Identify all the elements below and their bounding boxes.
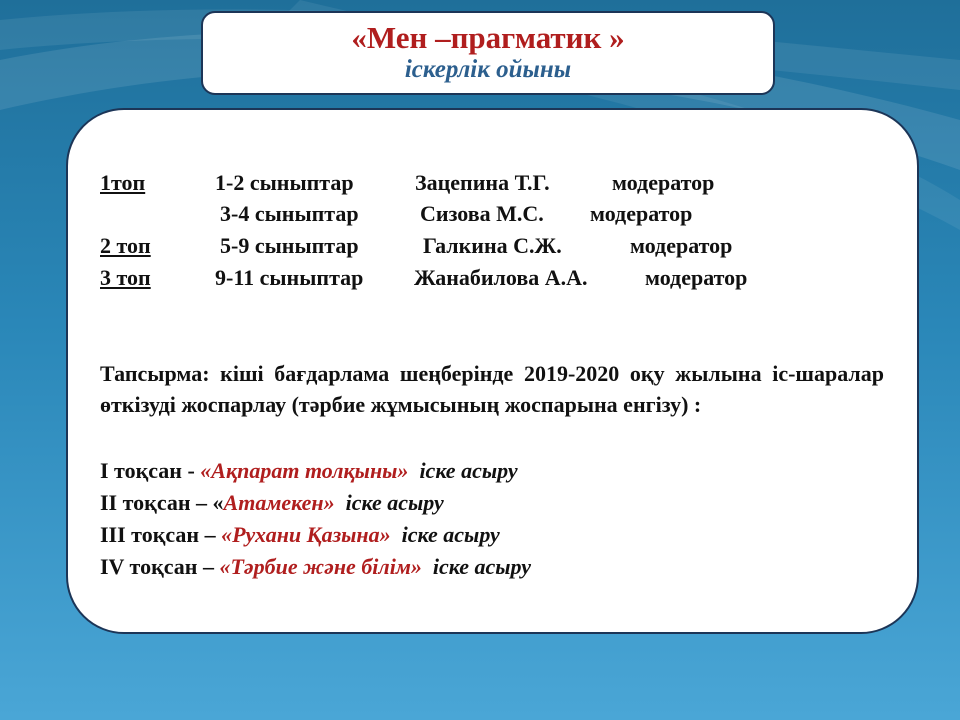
- quarter-action: іске асыру: [432, 554, 532, 579]
- group-classes: 5-9 сыныптар: [220, 233, 359, 258]
- quarter-action: іске асыру: [345, 490, 444, 515]
- group-role: модератор: [612, 170, 715, 195]
- group-classes: 3-4 сыныптар: [220, 201, 359, 226]
- quarter-name: «Тәрбие және білім»: [219, 554, 422, 579]
- title-box: [201, 11, 775, 95]
- group-classes: 1-2 сыныптар: [215, 170, 354, 195]
- quarter-row: [100, 553, 531, 581]
- group-role: модератор: [645, 265, 748, 290]
- quarter-action: іске асыру: [401, 522, 500, 547]
- group-person: Жанабилова А.А.: [414, 265, 588, 290]
- quarter-label: IV тоқсан –: [100, 554, 220, 579]
- quarter-row: [100, 489, 444, 517]
- quarter-name: «Рухани Қазына»: [221, 522, 391, 547]
- group-role: модератор: [630, 233, 733, 258]
- page-subtitle: іскерлік ойыны: [404, 56, 572, 83]
- group-person: Сизова М.С.: [420, 201, 544, 226]
- quarter-row: [100, 521, 500, 549]
- group-person: Галкина С.Ж.: [423, 233, 562, 258]
- group-label: 2 топ: [100, 233, 151, 258]
- group-person: Зацепина Т.Г.: [415, 170, 550, 195]
- group-label: 3 топ: [100, 265, 151, 290]
- group-role: модератор: [590, 201, 693, 226]
- group-classes: 9-11 сыныптар: [215, 265, 364, 290]
- quarter-label: II тоқсан – «: [100, 490, 224, 515]
- quarter-label: III тоқсан –: [100, 522, 222, 547]
- task-text: Тапсырма: кіші бағдарлама шеңберінде 2019-2020 оқу жылына іс-шаралар өткізуді жоспарлау (тәрбие жұмысының жоспарына енгізу) :: [100, 361, 884, 417]
- quarter-name: «Ақпарат толқыны»: [200, 458, 409, 483]
- page-title: «Мен –прагматик »: [351, 20, 625, 55]
- group-label: 1топ: [100, 170, 146, 195]
- quarter-action: іске асыру: [419, 458, 518, 483]
- quarter-label: I тоқсан -: [100, 458, 201, 483]
- quarter-name: Атамекен»: [223, 490, 335, 515]
- quarter-row: [100, 457, 518, 485]
